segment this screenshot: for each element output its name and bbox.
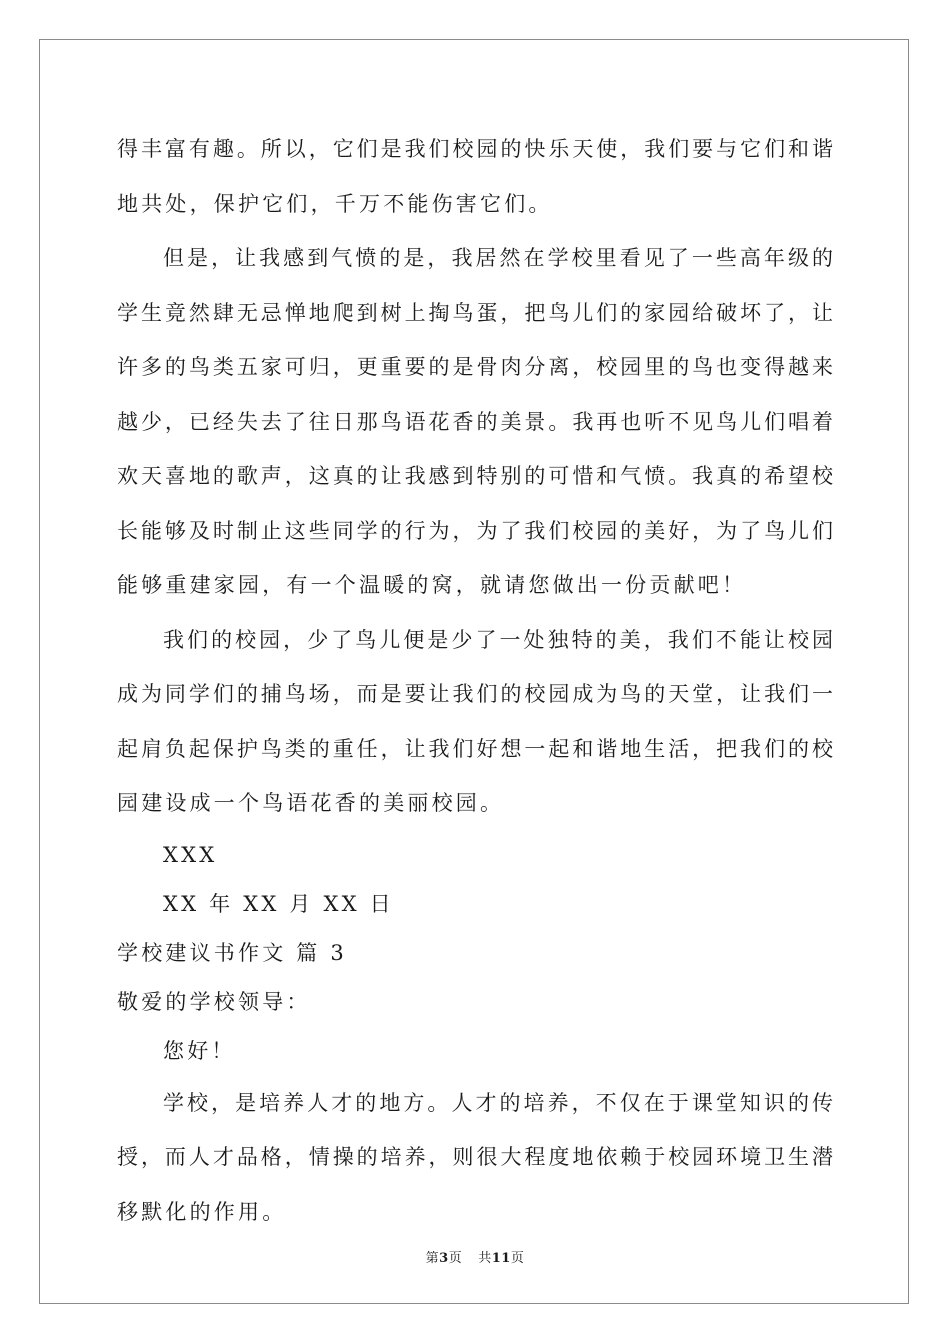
paragraph-line: 能够重建家园，有一个温暖的窝，就请您做出一份贡献吧！ (117, 573, 747, 597)
page-footer (0, 1247, 950, 1266)
page-suffix: 页 (448, 1251, 463, 1266)
page-prefix: 第 (425, 1251, 440, 1266)
paragraph-line: 但是，让我感到气愤的是，我居然在学校里看见了一些高年级的 (163, 246, 833, 270)
paragraph-line: 我们的校园，少了鸟儿便是少了一处独特的美，我们不能让校园 (163, 627, 833, 652)
total-prefix: 共 (478, 1251, 492, 1266)
paragraph-line: 得丰富有趣。所以，它们是我们校园的快乐天使，我们要与它们和谐 (117, 137, 833, 161)
page-number: 3 (439, 1251, 449, 1266)
greeting: 您好！ (163, 1038, 236, 1063)
section-title: 学校建议书作文 篇 3 (117, 940, 347, 965)
paragraph-line: 学生竟然肆无忌惮地爬到树上掏鸟蛋，把鸟儿们的家园给破坏了，让 (117, 300, 833, 325)
total-suffix: 页 (510, 1251, 525, 1266)
paragraph-line: 许多的鸟类五家可归，更重要的是骨肉分离，校园里的鸟也变得越来 (117, 355, 833, 379)
paragraph-line: 长能够及时制止这些同学的行为，为了我们校园的美好，为了鸟儿们 (117, 518, 833, 543)
paragraph-line: 欢天喜地的歌声，这真的让我感到特别的可惜和气愤。我真的希望校 (117, 464, 833, 488)
total-pages: 11 (491, 1251, 511, 1266)
paragraph-line: 园建设成一个鸟语花香的美丽校园。 (117, 791, 505, 815)
paragraph-line: 地共处，保护它们，千万不能伤害它们。 (117, 191, 553, 216)
paragraph-line: 起肩负起保护鸟类的重任，让我们好想一起和谐地生活，把我们的校 (117, 736, 833, 761)
paragraph-line: 学校，是培养人才的地方。人才的培养，不仅在于课堂知识的传 (163, 1090, 833, 1115)
paragraph-line: 成为同学们的捕鸟场，而是要让我们的校园成为鸟的天堂，让我们一 (117, 682, 833, 706)
paragraph-line: 移默化的作用。 (117, 1199, 287, 1224)
signature: XXX (163, 842, 218, 867)
date-line: XX 年 XX 月 XX 日 (163, 891, 394, 916)
document-body (117, 122, 833, 1239)
salutation: 敬爱的学校领导： (117, 989, 311, 1014)
paragraph-line: 越少，已经失去了往日那鸟语花香的美景。我再也听不见鸟儿们唱着 (117, 409, 833, 434)
paragraph-line: 授，而人才品格，情操的培养，则很大程度地依赖于校园环境卫生潜 (117, 1145, 833, 1169)
